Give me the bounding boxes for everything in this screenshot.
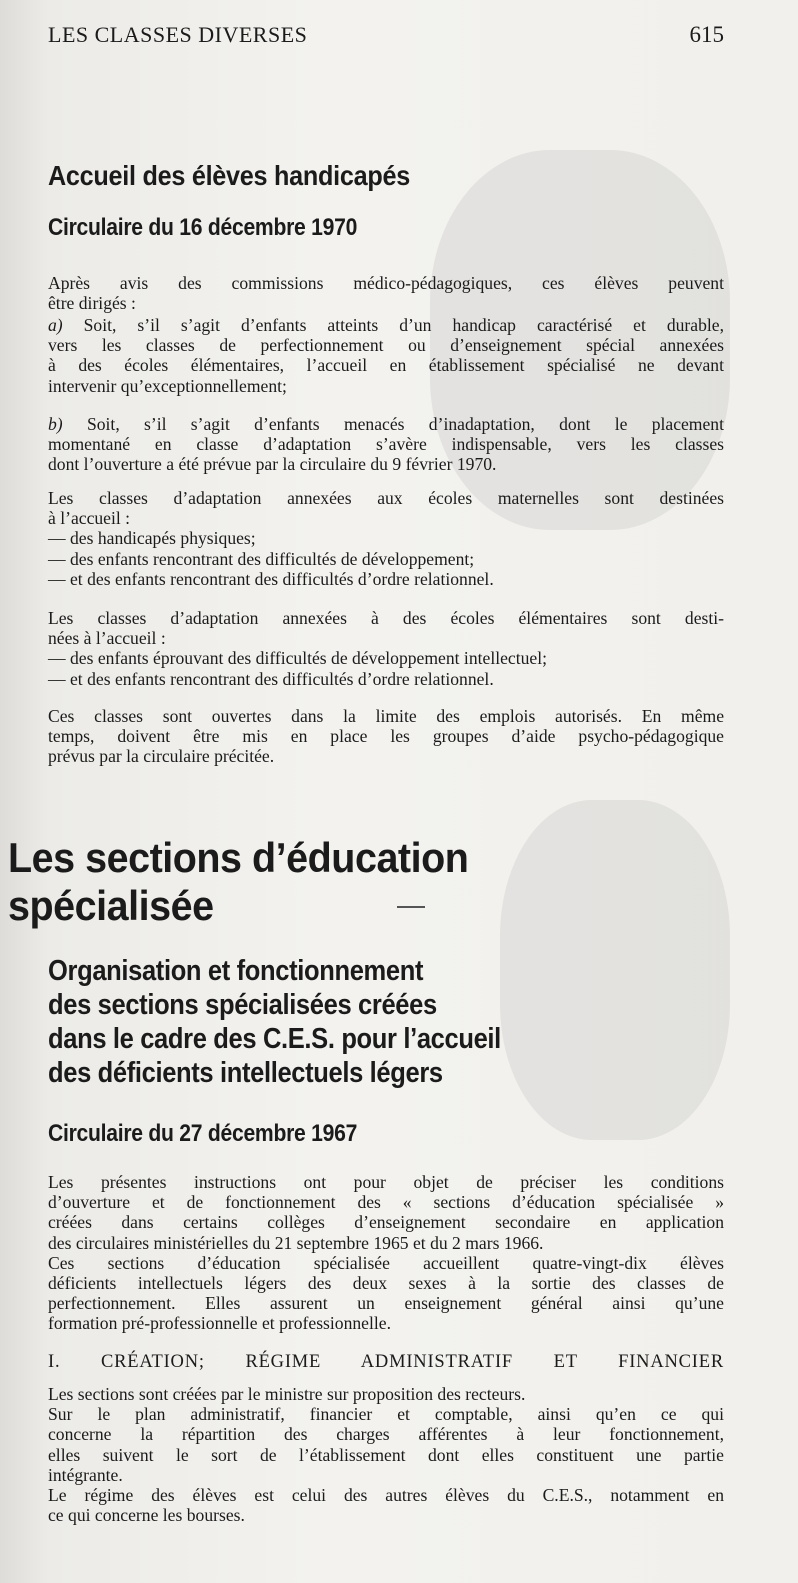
printed-dash-mark (397, 906, 425, 908)
chapter-title: Les sections d’éducation spécialisée (8, 834, 469, 929)
section-heading: Accueil des élèves handicapés (48, 160, 410, 191)
paragraph: Les sections sont créées par le ministre sur proposition des recteurs. Sur le plan administratif, financier et comptable, ainsi qu’en ce qui concerne la répartition des charges afférentes à leur fonctionnement, elles suivent le sort de l’établissement dont elles constituent une partie intégrante. Le régime des élèves est celui des autres élèves du C.E.S., notamment en ce qui concerne les bourses. (48, 1384, 724, 1526)
circular-date-heading: Circulaire du 16 décembre 1970 (48, 214, 358, 241)
running-title: LES CLASSES DIVERSES (48, 22, 308, 47)
section-heading: Organisation et fonctionnement des sections spécialisées créées dans le cadre des C.E.S. pour l’accueil des déficients intellectuels légers (48, 955, 501, 1089)
paragraph: Ces classes sont ouvertes dans la limite des emplois autorisés. En même temps, doivent être mis en place les groupes d’aide psycho-pédagogique prévus par la circulaire précitée. (48, 706, 724, 767)
part-title: I. CRÉATION; RÉGIME ADMINISTRATIF ET FINANCIER (48, 1352, 724, 1372)
item-label: b) (48, 414, 63, 434)
page-number: 615 (689, 22, 724, 47)
paragraph-item-b: b) Soit, s’il s’agit d’enfants menacés d’inadaptation, dont le placement momentané en classe d’adaptation s’avère indispensable, vers les classes dont l’ouverture a été prévue par la circulaire du 9 février 1970. (48, 414, 724, 475)
item-label: a) (48, 315, 63, 335)
paragraph: Les classes d’adaptation annexées aux écoles maternelles sont destinées à l’accueil : — des handicapés physiques; — des enfants rencontrant des difficultés de développement; — et des enfants rencontrant des difficultés d’ordre relationnel. (48, 488, 724, 589)
page-header (48, 22, 724, 52)
circular-date-heading: Circulaire du 27 décembre 1967 (48, 1120, 358, 1147)
show-through-shadow (500, 800, 730, 1140)
paragraph: Après avis des commissions médico-pédagogiques, ces élèves peuvent être dirigés : (48, 273, 724, 314)
paragraph: Les classes d’adaptation annexées à des écoles élémentaires sont desti- nées à l’accueil : — des enfants éprouvant des difficultés de développement intellectuel; — et des enfants rencontrant des difficultés d’ordre relationnel. (48, 608, 724, 689)
paragraph-item-a: a) Soit, s’il s’agit d’enfants atteints d’un handicap caractérisé et durable, vers les classes de perfectionnement ou d’enseignement spécial annexées à des écoles élémentaires, l’accueil en établissement spécialisé ne devant intervenir qu’exceptionnellement; (48, 315, 724, 396)
paragraph: Les présentes instructions ont pour objet de préciser les conditions d’ouverture et de fonctionnement des « sections d’éducation spécialisée » créées dans certains collèges d’enseignement secondaire en application des circulaires ministérielles du 21 septembre 1965 et du 2 mars 1966. Ces sections d’éducation spécialisée accueillent quatre-vingt-dix élèves déficients intellectuels légers des deux sexes à la sortie des classes de perfectionnement. Elles assurent un enseignement général ainsi qu’une formation pré-professionnelle et professionnelle. (48, 1172, 724, 1334)
